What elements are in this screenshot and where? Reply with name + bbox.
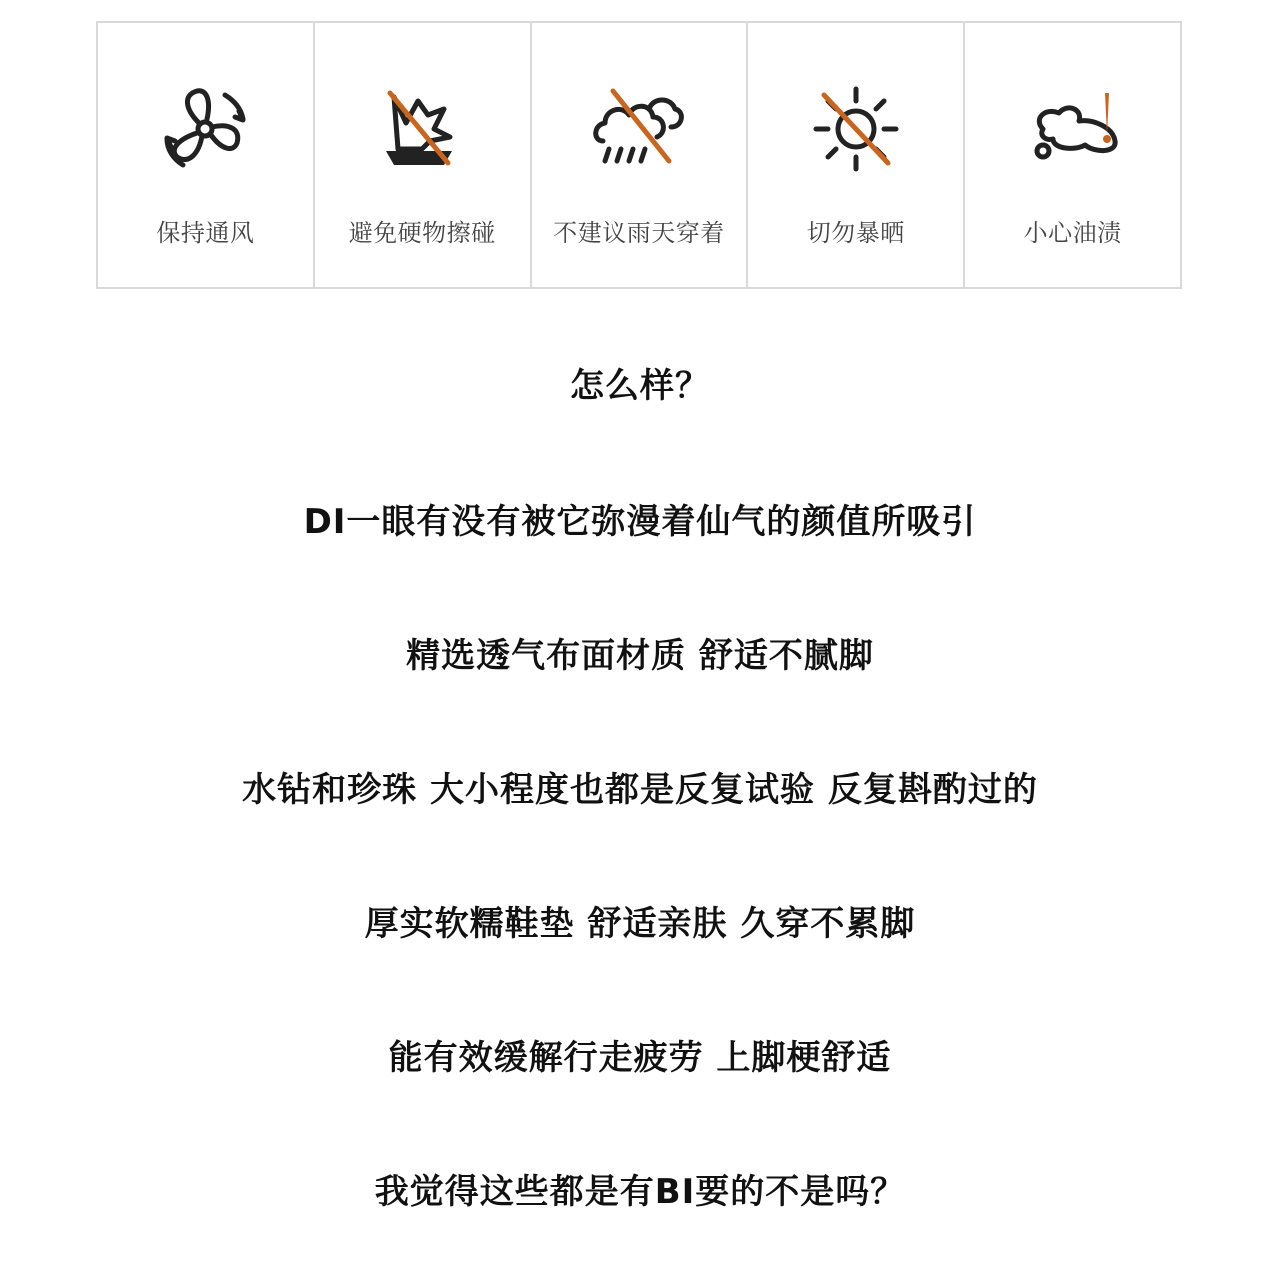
care-item-label: 切勿暴晒	[806, 219, 905, 247]
fan-icon	[155, 79, 255, 179]
copy-line-4: 厚实软糯鞋垫 舒适亲肤 久穿不累脚	[364, 904, 916, 944]
no-sun-icon	[806, 79, 906, 179]
care-item-no-rain	[532, 23, 749, 287]
care-item-label: 小心油渍	[1023, 219, 1122, 247]
copy-heading: 怎么样？	[570, 366, 710, 406]
care-item-ventilate	[98, 23, 315, 287]
care-item-avoid-collision	[315, 23, 532, 287]
no-rain-icon	[589, 79, 689, 179]
copy-line-6: 我觉得这些都是有BI要的不是吗？	[374, 1172, 906, 1212]
copy-line-2: 精选透气布面材质 舒适不腻脚	[406, 636, 874, 676]
care-item-no-sun	[748, 23, 965, 287]
copy-line-3: 水钻和珍珠 大小程度也都是反复试验 反复斟酌过的	[242, 770, 1038, 810]
care-item-label: 避免硬物擦碰	[348, 219, 496, 247]
care-item-label: 不建议雨天穿着	[553, 219, 725, 247]
copy-line-1: DI一眼有没有被它弥漫着仙气的颜值所吸引	[303, 502, 977, 542]
care-instructions-panel	[96, 21, 1182, 289]
care-item-label: 保持通风	[156, 219, 255, 247]
no-collision-icon	[372, 79, 472, 179]
care-item-oil-stain	[965, 23, 1180, 287]
oil-stain-icon	[1023, 79, 1123, 179]
copy-line-5: 能有效缓解行走疲劳 上脚梗舒适	[388, 1038, 892, 1078]
